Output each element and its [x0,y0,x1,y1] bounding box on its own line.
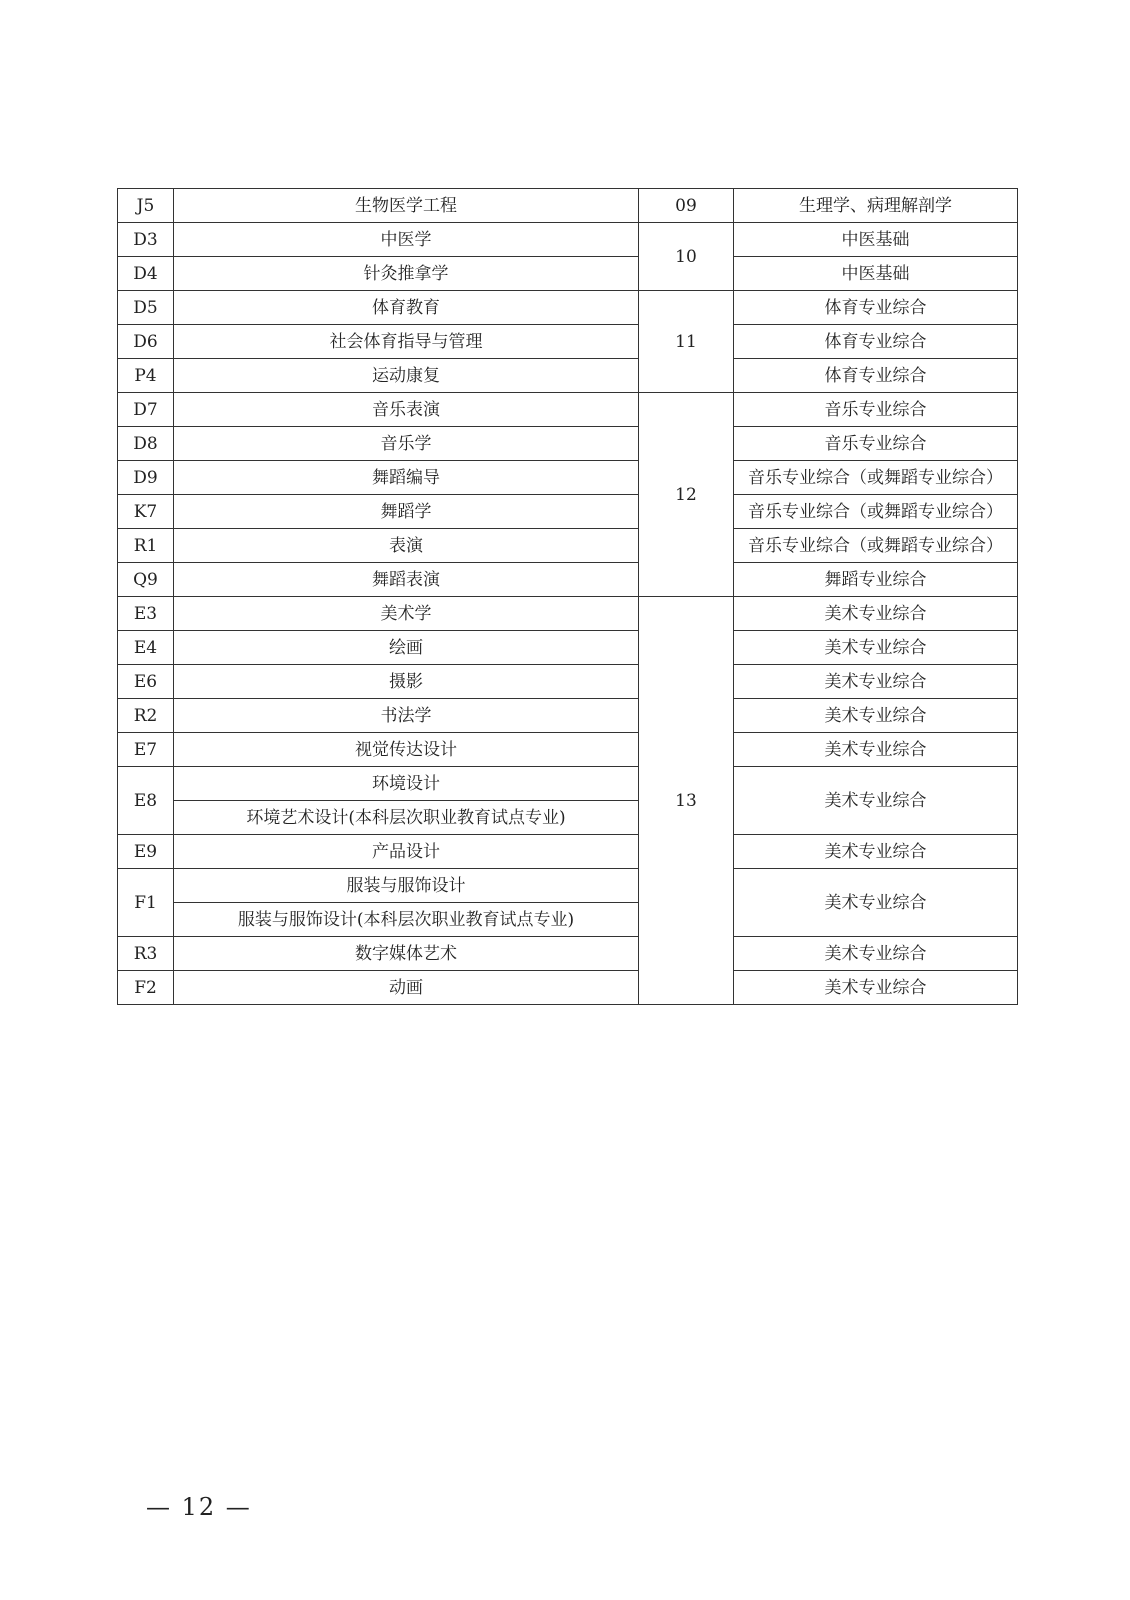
major-name-cell: 产品设计 [174,835,639,869]
table-row [118,631,1018,665]
major-code-cell: P4 [118,359,174,393]
table-row [118,665,1018,699]
exam-subject-cell: 美术专业综合 [734,631,1018,665]
major-name-cell: 音乐学 [174,427,639,461]
major-code-cell: E9 [118,835,174,869]
major-code-cell: E6 [118,665,174,699]
exam-group-cell: 12 [639,393,734,597]
table-row [118,835,1018,869]
exam-subject-cell: 美术专业综合 [734,597,1018,631]
major-name-cell: 体育教育 [174,291,639,325]
major-name-cell: 表演 [174,529,639,563]
major-code-cell: D4 [118,257,174,291]
major-name-cell: 绘画 [174,631,639,665]
table-row [118,869,1018,903]
exam-subject-cell: 生理学、病理解剖学 [734,189,1018,223]
exam-subject-cell: 美术专业综合 [734,767,1018,835]
exam-subject-cell: 音乐专业综合 [734,393,1018,427]
major-name-cell: 舞蹈编导 [174,461,639,495]
major-name-cell: 美术学 [174,597,639,631]
exam-subject-cell: 中医基础 [734,257,1018,291]
major-code-cell: D8 [118,427,174,461]
table-row [118,937,1018,971]
table-row [118,359,1018,393]
table-row [118,393,1018,427]
table-row [118,325,1018,359]
table-row [118,257,1018,291]
table-row [118,767,1018,801]
major-code-cell: E8 [118,767,174,835]
major-code-cell: E3 [118,597,174,631]
major-code-cell: F1 [118,869,174,937]
table-row [118,733,1018,767]
major-name-cell: 视觉传达设计 [174,733,639,767]
table-row [118,223,1018,257]
exam-subject-cell: 美术专业综合 [734,699,1018,733]
major-name-cell: 数字媒体艺术 [174,937,639,971]
exam-subject-cell: 舞蹈专业综合 [734,563,1018,597]
exam-subject-cell: 美术专业综合 [734,835,1018,869]
exam-subject-cell: 美术专业综合 [734,665,1018,699]
exam-subject-cell: 美术专业综合 [734,971,1018,1005]
exam-subject-cell: 美术专业综合 [734,937,1018,971]
exam-subject-cell: 体育专业综合 [734,291,1018,325]
major-name-cell: 摄影 [174,665,639,699]
exam-group-cell: 13 [639,597,734,1005]
major-code-cell: Q9 [118,563,174,597]
exam-subject-cell: 美术专业综合 [734,733,1018,767]
major-name-cell: 书法学 [174,699,639,733]
major-code-cell: R3 [118,937,174,971]
major-name-cell: 针灸推拿学 [174,257,639,291]
major-code-cell: E4 [118,631,174,665]
exam-subject-cell: 体育专业综合 [734,325,1018,359]
table-row [118,563,1018,597]
exam-subject-cell: 音乐专业综合 [734,427,1018,461]
majors-table [117,188,1018,1005]
major-code-cell: D9 [118,461,174,495]
exam-group-cell: 09 [639,189,734,223]
table-row [118,971,1018,1005]
major-name-cell: 动画 [174,971,639,1005]
exam-group-cell: 11 [639,291,734,393]
major-code-cell: D3 [118,223,174,257]
major-code-cell: D7 [118,393,174,427]
major-code-cell: E7 [118,733,174,767]
major-name-cell: 生物医学工程 [174,189,639,223]
major-name-cell: 社会体育指导与管理 [174,325,639,359]
major-name-cell: 舞蹈表演 [174,563,639,597]
table-row [118,699,1018,733]
exam-subject-cell: 音乐专业综合（或舞蹈专业综合） [734,495,1018,529]
major-code-cell: D6 [118,325,174,359]
major-name-cell: 环境艺术设计(本科层次职业教育试点专业) [174,801,639,835]
major-name-cell: 中医学 [174,223,639,257]
major-name-cell: 音乐表演 [174,393,639,427]
majors-table-container [117,188,1017,1005]
major-name-cell: 环境设计 [174,767,639,801]
exam-subject-cell: 音乐专业综合（或舞蹈专业综合） [734,461,1018,495]
major-code-cell: R1 [118,529,174,563]
exam-subject-cell: 美术专业综合 [734,869,1018,937]
major-code-cell: J5 [118,189,174,223]
majors-table-body [118,189,1018,1005]
table-row [118,189,1018,223]
major-name-cell: 服装与服饰设计(本科层次职业教育试点专业) [174,903,639,937]
exam-group-cell: 10 [639,223,734,291]
page-number: — 12 — [146,1493,252,1521]
major-name-cell: 运动康复 [174,359,639,393]
major-code-cell: R2 [118,699,174,733]
exam-subject-cell: 中医基础 [734,223,1018,257]
major-name-cell: 舞蹈学 [174,495,639,529]
major-code-cell: K7 [118,495,174,529]
exam-subject-cell: 体育专业综合 [734,359,1018,393]
table-row [118,291,1018,325]
table-row [118,529,1018,563]
table-row [118,597,1018,631]
table-row [118,427,1018,461]
major-code-cell: F2 [118,971,174,1005]
table-row [118,461,1018,495]
exam-subject-cell: 音乐专业综合（或舞蹈专业综合） [734,529,1018,563]
major-code-cell: D5 [118,291,174,325]
major-name-cell: 服装与服饰设计 [174,869,639,903]
table-row [118,495,1018,529]
